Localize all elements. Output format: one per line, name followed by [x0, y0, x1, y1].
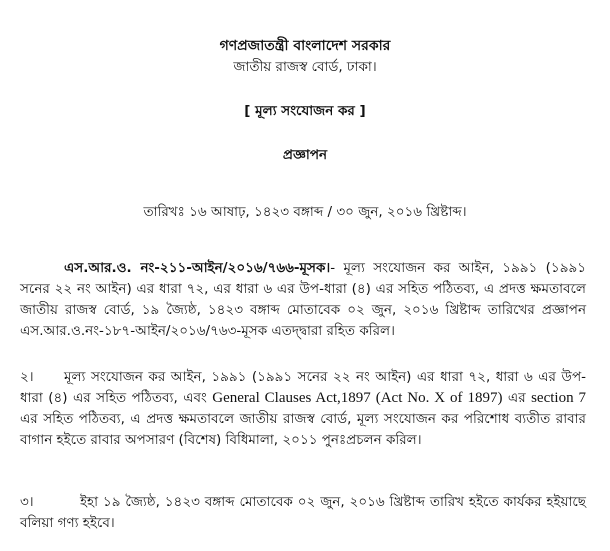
paragraph-2-text-c: এর সহিত পঠিতব্য, এ প্রদত্ত ক্ষমতাবলে জাতীয় রাজস্ব বোর্ড, মূল্য সংযোজন কর পরিশোধ ব্যতীত রাবার বাগান হইতে রাবার অপসারণ (বিশেষ) বিধিমালা, ২০১১ পুনঃপ্রচলন করিল। [20, 411, 586, 448]
notification-date: তারিখঃ ১৬ আষাঢ়, ১৪২৩ বঙ্গাব্দ / ৩০ জুন, ২০১৬ খ্রিষ্টাব্দ। [143, 204, 467, 220]
department-title: [ মূল্য সংযোজন কর ] [244, 103, 366, 119]
paragraph-3-text: ইহা ১৯ জ্যৈষ্ঠ, ১৪২৩ বঙ্গাব্দ মোতাবেক ০২ জুন, ২০১৬ খ্রিষ্টাব্দ তারিখ হইতে কার্যকর হইয়াছে বলিয়া গণ্য হইবে। [20, 494, 586, 531]
section-reference: section 7 [531, 390, 586, 406]
notification-heading: প্রজ্ঞাপন [282, 147, 328, 163]
paragraph-2-text-b: এর [507, 390, 526, 406]
paragraph-2-text-a: মূল্য সংযোজন কর আইন, ১৯৯১ (১৯৯১ সনের ২২ নং আইন) এর ধারা ৭২, ধারা ৬ এর উপ-ধারা (৪) এর সহিত পঠিতব্য, এবং [20, 369, 586, 406]
government-title: গণপ্রজাতন্ত্রী বাংলাদেশ সরকার [219, 38, 391, 54]
paragraph-3-number: ৩। [20, 494, 34, 510]
paragraph-2 [20, 367, 586, 451]
paragraph-1 [20, 258, 586, 342]
paragraph-2-number: ২। [20, 369, 34, 385]
paragraph-1-text: - মূল্য সংযোজন কর আইন, ১৯৯১ (১৯৯১ সনের ২২ নং আইন) এর ধারা ৭২, এর ধারা ৬ এর উপ-ধারা (৪) এর সহিত পঠিতব্য, এ প্রদত্ত ক্ষমতাবলে জাতীয় রাজস্ব বোর্ড, ১৯ জ্যৈষ্ঠ, ১৪২৩ বঙ্গাব্দ মোতাবেক ০২ জুন, ২০১৬ খ্রিষ্টাব্দ তারিখের প্রজ্ঞাপন এস.আর.ও.নং-১৮৭-আইন/২০১৬/৭৬৩-মূসক এতদ্দ্বারা রহিত করিল। [20, 260, 586, 339]
general-clauses-act: General Clauses Act,1897 (Act No. X of 1897) [212, 390, 503, 406]
sro-number: এস.আর.ও. নং-২১১-আইন/২০১৬/৭৬৬-মূসক। [64, 260, 331, 276]
paragraph-3 [20, 492, 586, 534]
board-title: জাতীয় রাজস্ব বোর্ড, ঢাকা। [233, 59, 377, 75]
